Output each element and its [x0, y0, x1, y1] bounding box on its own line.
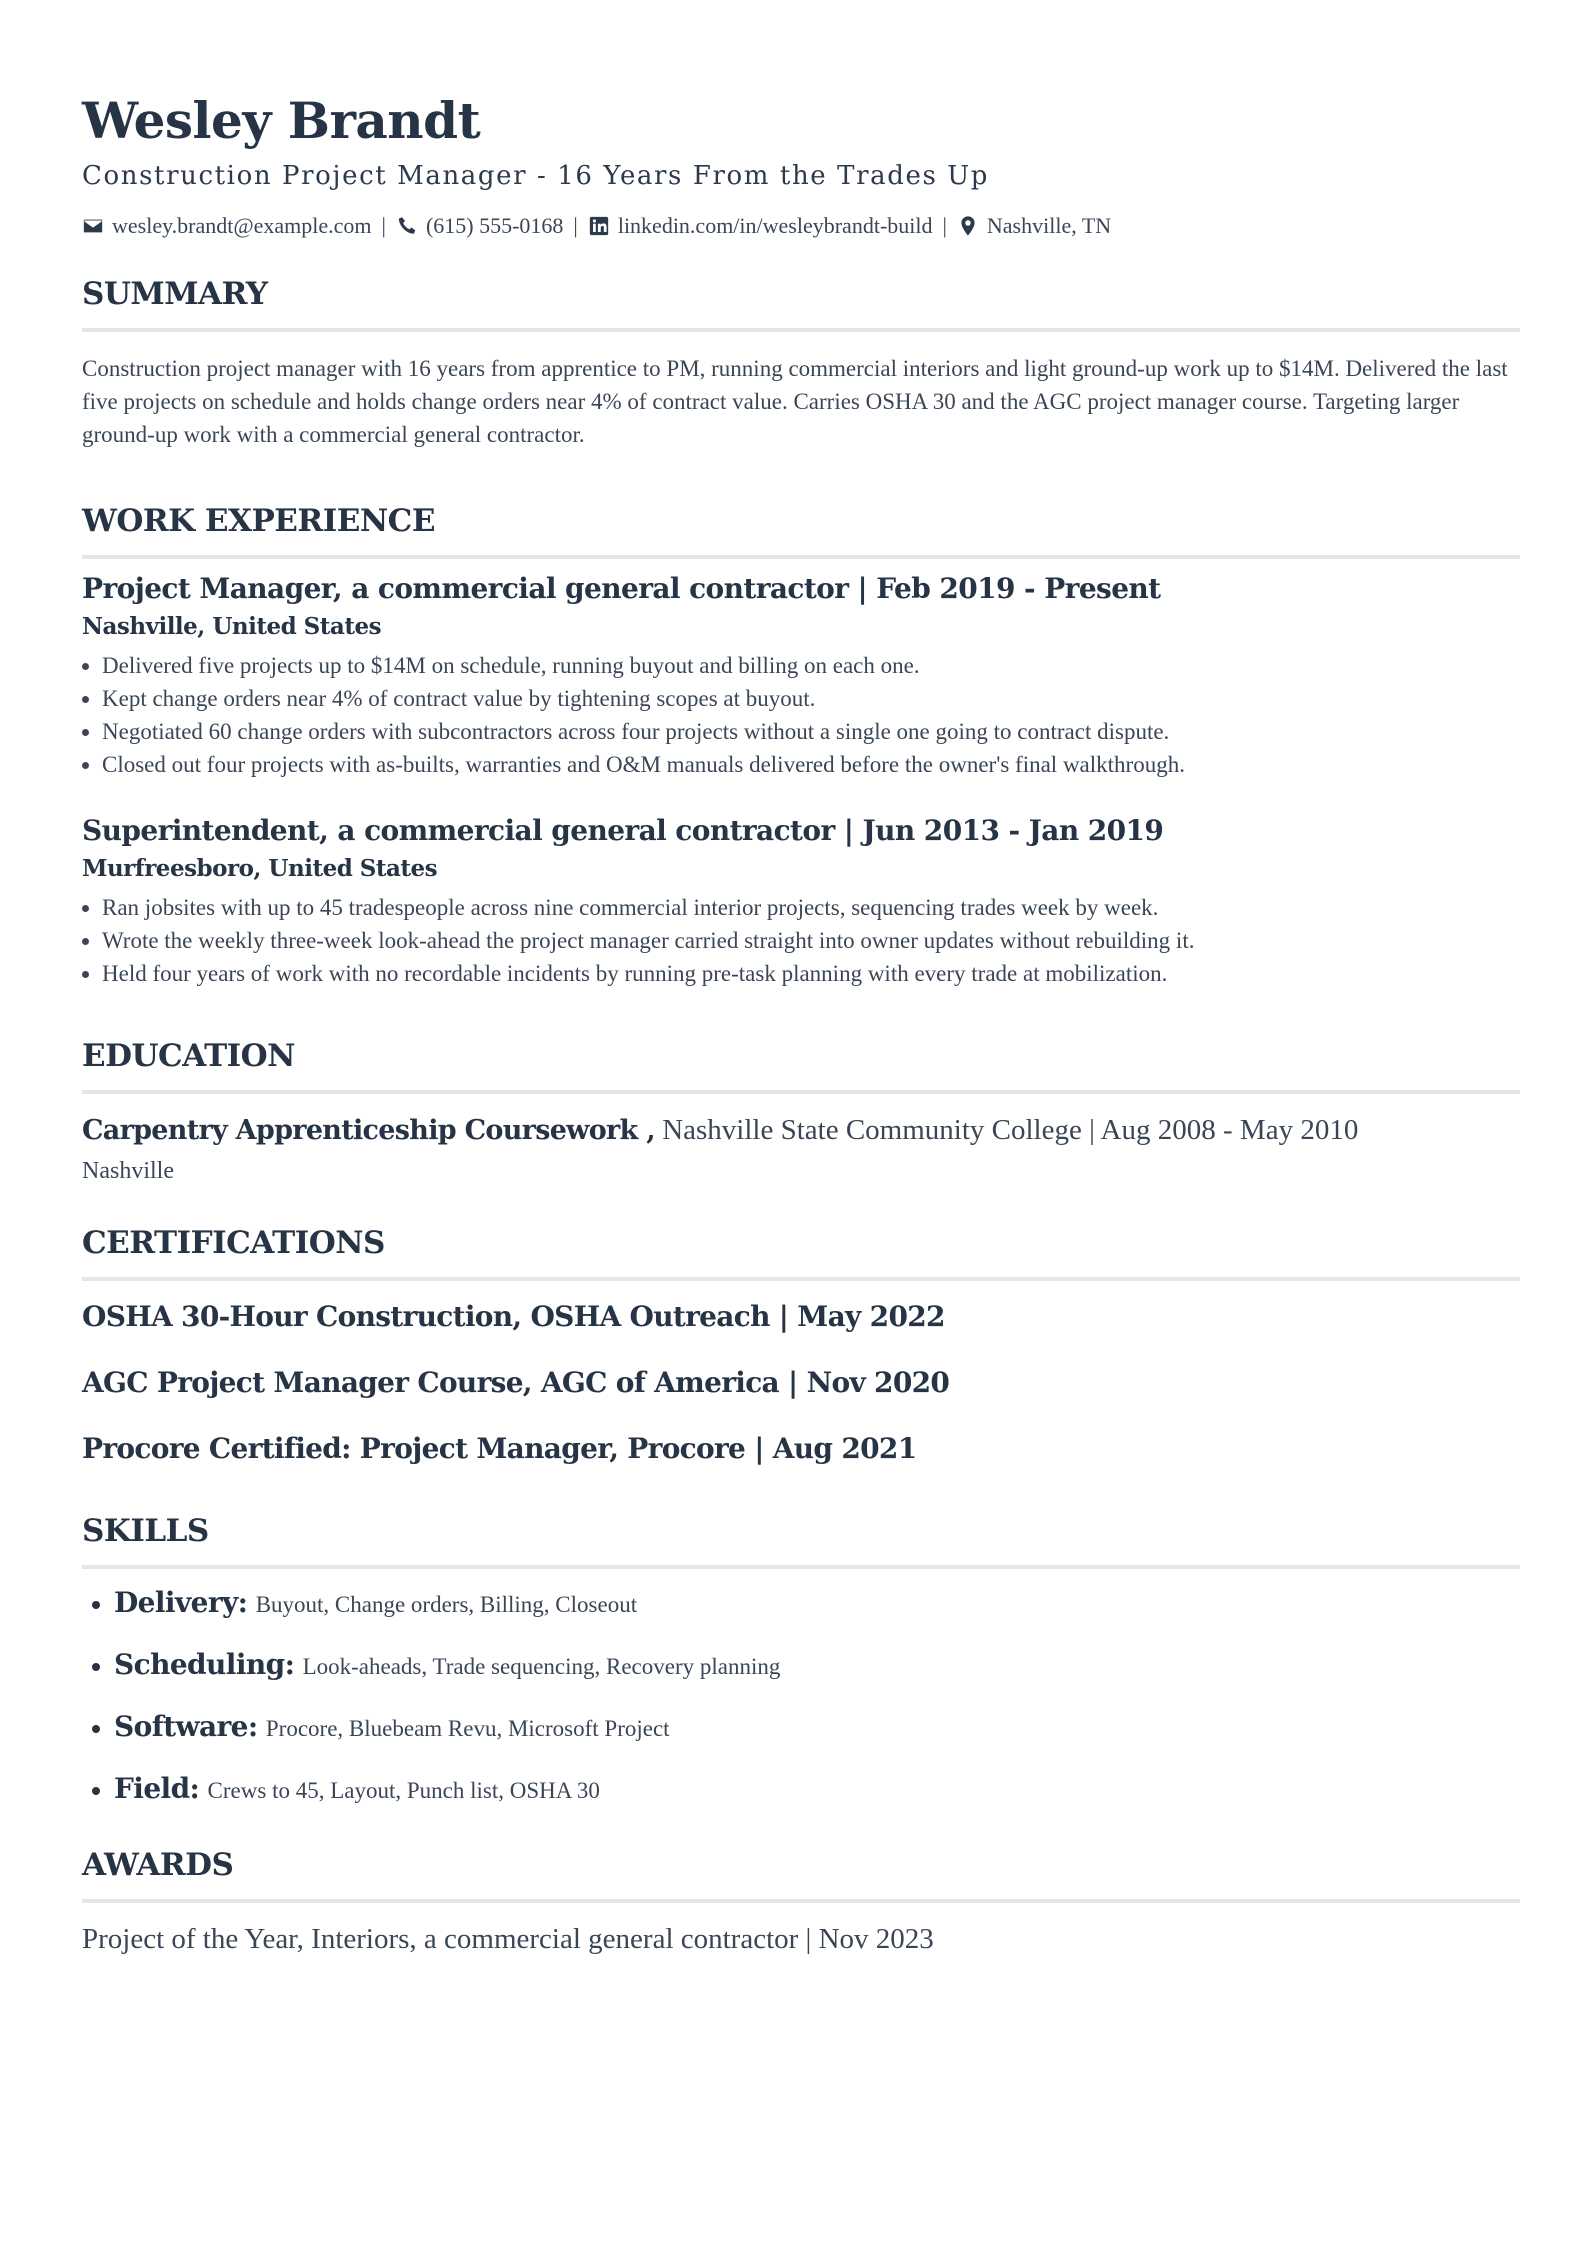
certification-item: AGC Project Manager Course, AGC of America | Nov 2020 [82, 1366, 950, 1399]
section-divider [82, 1899, 1520, 1903]
envelope-icon [82, 215, 104, 237]
education-entry [82, 1108, 1520, 1153]
contact-phone[interactable] [396, 213, 563, 239]
contact-separator: | [381, 213, 386, 238]
experience-section [82, 499, 1520, 990]
candidate-name: Wesley Brandt [82, 91, 481, 150]
section-divider [82, 1565, 1520, 1569]
list-item: • Held four years of work with no recordable incidents by running pre-task planning with every trade at mobilization. [102, 957, 1520, 990]
skill-values: Look-aheads, Trade sequencing, Recovery planning [302, 1654, 781, 1679]
job-location: Murfreesboro, United States [82, 855, 438, 882]
skill-item [114, 1645, 1520, 1687]
section-title-experience: WORK EXPERIENCE [82, 503, 435, 539]
certification-list [82, 1295, 1520, 1471]
skill-category: Software: [114, 1710, 258, 1743]
section-divider [82, 328, 1520, 332]
job-entry [82, 811, 1520, 990]
section-title-summary: SUMMARY [82, 276, 268, 312]
contact-email[interactable] [82, 213, 372, 239]
skill-item [114, 1707, 1520, 1749]
candidate-headline: Construction Project Manager - 16 Years From the Trades Up [82, 161, 990, 191]
section-title-skills: SKILLS [82, 1513, 209, 1549]
skills-list [82, 1583, 1520, 1811]
award-item: Project of the Year, Interiors, a commercial general contractor | Nov 2023 [82, 1923, 934, 1955]
section-divider [82, 1090, 1520, 1094]
education-location: Nashville [82, 1158, 174, 1184]
skill-values: Buyout, Change orders, Billing, Closeout [255, 1592, 638, 1617]
resume-header [82, 88, 1520, 246]
phone-icon [396, 215, 418, 237]
section-divider [82, 1277, 1520, 1281]
summary-text: Construction project manager with 16 years from apprentice to PM, running commercial interiors and light ground-up work up to $14M. Delivered the last five projects on schedule and holds change orders near 4% of contract value. Carries OSHA 30 and the AGC project manager course. Targeting larger ground-up work with a commercial general contractor. [82, 356, 1508, 447]
map-pin-icon [957, 215, 979, 237]
email-text: wesley.brandt@example.com [112, 213, 372, 238]
certifications-section [82, 1221, 1520, 1471]
list-item: • Delivered five projects up to $14M on schedule, running buyout and billing on each one. [102, 649, 1520, 682]
contact-separator: | [942, 213, 947, 238]
section-divider [82, 555, 1520, 559]
summary-section [82, 272, 1520, 451]
skill-values: Procore, Bluebeam Revu, Microsoft Project [265, 1716, 670, 1741]
job-bullets [82, 649, 1520, 781]
skill-category: Field: [114, 1772, 200, 1805]
job-heading: Superintendent, a commercial general contractor | Jun 2013 - Jan 2019 [82, 814, 1164, 847]
awards-section [82, 1843, 1520, 1961]
education-degree: Carpentry Apprenticeship Coursework , [82, 1115, 655, 1146]
section-title-awards: AWARDS [82, 1847, 234, 1883]
contact-location [957, 213, 1111, 239]
job-bullets [82, 891, 1520, 990]
list-item: • Ran jobsites with up to 45 tradespeople across nine commercial interior projects, sequencing trades week by week. [102, 891, 1520, 924]
location-text: Nashville, TN [986, 213, 1112, 238]
education-school-dates: Nashville State Community College | Aug 2008 - May 2010 [662, 1114, 1359, 1146]
education-section [82, 1034, 1520, 1189]
list-item: • Wrote the weekly three-week look-ahead the project manager carried straight into owner updates without rebuilding it. [102, 924, 1520, 957]
contact-bar [82, 206, 1520, 246]
certification-item: Procore Certified: Project Manager, Procore | Aug 2021 [82, 1432, 917, 1465]
linkedin-icon [588, 215, 610, 237]
linkedin-text: linkedin.com/in/wesleybrandt-build [617, 213, 933, 238]
certification-item: OSHA 30-Hour Construction, OSHA Outreach | May 2022 [82, 1300, 945, 1333]
section-title-education: EDUCATION [82, 1038, 295, 1074]
job-entry [82, 569, 1520, 781]
skill-values: Crews to 45, Layout, Punch list, OSHA 30 [207, 1778, 600, 1803]
phone-text: (615) 555-0168 [425, 213, 564, 238]
contact-linkedin[interactable] [588, 213, 933, 239]
skill-category: Delivery: [114, 1586, 248, 1619]
section-title-certifications: CERTIFICATIONS [82, 1225, 385, 1261]
list-item: • Closed out four projects with as-builts, warranties and O&M manuals delivered before the owner's final walkthrough. [102, 748, 1520, 781]
list-item: • Negotiated 60 change orders with subcontractors across four projects without a single one going to contract dispute. [102, 715, 1520, 748]
skills-section [82, 1509, 1520, 1811]
contact-separator: | [573, 213, 578, 238]
skill-item [114, 1583, 1520, 1625]
job-location: Nashville, United States [82, 613, 382, 640]
skill-category: Scheduling: [114, 1648, 295, 1681]
skill-item [114, 1769, 1520, 1811]
job-heading: Project Manager, a commercial general contractor | Feb 2019 - Present [82, 572, 1161, 605]
list-item: • Kept change orders near 4% of contract value by tightening scopes at buyout. [102, 682, 1520, 715]
